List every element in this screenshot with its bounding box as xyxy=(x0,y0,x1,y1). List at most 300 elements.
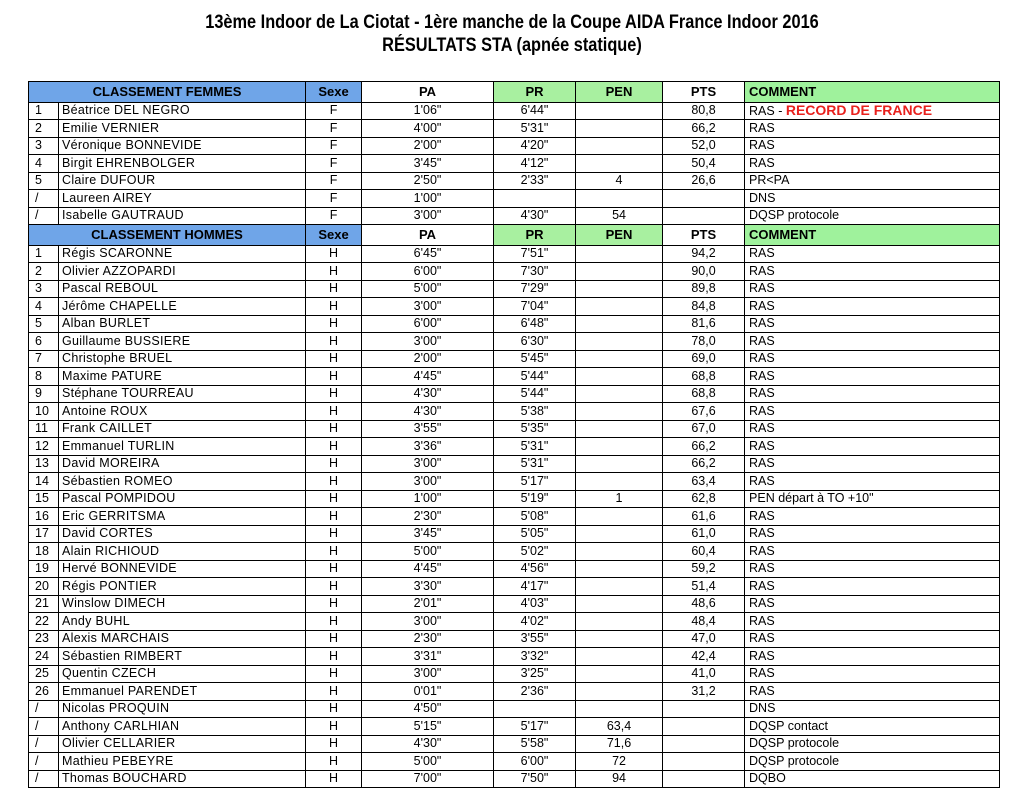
comment-text: DQSP contact xyxy=(749,718,828,733)
pa-cell: 4'30" xyxy=(362,403,494,421)
results-table xyxy=(28,81,1000,788)
pa-cell: 4'45" xyxy=(362,368,494,386)
table-row xyxy=(29,368,1000,386)
record-highlight: RECORD DE FRANCE xyxy=(785,102,933,118)
pen-cell xyxy=(576,263,663,281)
comment-cell xyxy=(745,350,1000,368)
comment-cell xyxy=(745,280,1000,298)
pen-cell: 1 xyxy=(576,490,663,508)
comment-text: RAS xyxy=(749,631,775,646)
comment-cell xyxy=(745,207,1000,225)
col-header-pa: PA xyxy=(362,82,494,103)
pts-cell: 47,0 xyxy=(663,630,745,648)
pts-cell: 90,0 xyxy=(663,263,745,281)
rank-cell: 20 xyxy=(29,578,59,596)
athlete-name: Winslow DIMECH xyxy=(59,595,306,613)
rank-cell: 2 xyxy=(29,263,59,281)
pr-cell: 5'44" xyxy=(494,385,576,403)
pr-cell: 4'20" xyxy=(494,137,576,155)
pts-cell: 61,0 xyxy=(663,525,745,543)
athlete-name: Jérôme CHAPELLE xyxy=(59,298,306,316)
rank-cell: 16 xyxy=(29,508,59,526)
pa-cell: 4'45" xyxy=(362,560,494,578)
sexe-cell: H xyxy=(306,665,362,683)
rank-cell: / xyxy=(29,753,59,771)
comment-cell xyxy=(745,438,1000,456)
col-header-pts: PTS xyxy=(663,225,745,246)
rank-cell: 2 xyxy=(29,120,59,138)
comment-cell xyxy=(745,298,1000,316)
athlete-name: Emmanuel TURLIN xyxy=(59,438,306,456)
pts-cell: 59,2 xyxy=(663,560,745,578)
pts-cell: 60,4 xyxy=(663,543,745,561)
comment-text: RAS xyxy=(749,578,775,593)
pr-cell: 5'31" xyxy=(494,438,576,456)
rank-cell: 14 xyxy=(29,473,59,491)
pen-cell xyxy=(576,543,663,561)
pa-cell: 2'01" xyxy=(362,595,494,613)
table-row xyxy=(29,665,1000,683)
pr-cell: 4'12" xyxy=(494,155,576,173)
pts-cell xyxy=(663,735,745,753)
pa-cell: 3'36" xyxy=(362,438,494,456)
comment-cell xyxy=(745,333,1000,351)
comment-cell xyxy=(745,172,1000,190)
pa-cell: 3'00" xyxy=(362,455,494,473)
rank-cell: 8 xyxy=(29,368,59,386)
pa-cell: 7'00" xyxy=(362,770,494,788)
rank-cell: / xyxy=(29,190,59,208)
pr-cell: 5'31" xyxy=(494,455,576,473)
sexe-cell: F xyxy=(306,137,362,155)
pr-cell: 3'32" xyxy=(494,648,576,666)
pr-cell: 6'30" xyxy=(494,333,576,351)
pen-cell xyxy=(576,350,663,368)
pts-cell: 84,8 xyxy=(663,298,745,316)
athlete-name: Hervé BONNEVIDE xyxy=(59,560,306,578)
pen-cell xyxy=(576,578,663,596)
table-row xyxy=(29,683,1000,701)
table-row xyxy=(29,403,1000,421)
athlete-name: David CORTES xyxy=(59,525,306,543)
comment-cell xyxy=(745,543,1000,561)
pa-cell: 6'45" xyxy=(362,245,494,263)
athlete-name: Christophe BRUEL xyxy=(59,350,306,368)
rank-cell: 4 xyxy=(29,298,59,316)
sexe-cell: H xyxy=(306,403,362,421)
athlete-name: Pascal POMPIDOU xyxy=(59,490,306,508)
pa-cell: 1'00" xyxy=(362,490,494,508)
rank-cell: 12 xyxy=(29,438,59,456)
table-row xyxy=(29,578,1000,596)
col-header-comment: COMMENT xyxy=(745,225,1000,246)
sexe-cell: H xyxy=(306,700,362,718)
sexe-cell: H xyxy=(306,613,362,631)
pen-cell xyxy=(576,298,663,316)
pa-cell: 3'30" xyxy=(362,578,494,596)
athlete-name: Alexis MARCHAIS xyxy=(59,630,306,648)
sexe-cell: H xyxy=(306,263,362,281)
rank-cell: 26 xyxy=(29,683,59,701)
table-row xyxy=(29,543,1000,561)
pen-cell xyxy=(576,420,663,438)
comment-text: DNS xyxy=(749,701,776,716)
sexe-cell: H xyxy=(306,508,362,526)
rank-cell: 3 xyxy=(29,280,59,298)
pen-cell xyxy=(576,508,663,526)
rank-cell: 24 xyxy=(29,648,59,666)
pts-cell: 62,8 xyxy=(663,490,745,508)
pr-cell: 3'25" xyxy=(494,665,576,683)
pts-cell: 78,0 xyxy=(663,333,745,351)
pen-cell xyxy=(576,683,663,701)
pts-cell xyxy=(663,207,745,225)
pts-cell: 67,6 xyxy=(663,403,745,421)
athlete-name: Andy BUHL xyxy=(59,613,306,631)
rank-cell: 11 xyxy=(29,420,59,438)
pen-cell xyxy=(576,102,663,120)
pts-cell: 66,2 xyxy=(663,455,745,473)
athlete-name: Laureen AIREY xyxy=(59,190,306,208)
comment-cell xyxy=(745,560,1000,578)
col-header-pen: PEN xyxy=(576,82,663,103)
pts-cell: 67,0 xyxy=(663,420,745,438)
sexe-cell: F xyxy=(306,207,362,225)
comment-cell xyxy=(745,137,1000,155)
comment-text: PEN départ à TO +10" xyxy=(749,491,874,506)
rank-cell: / xyxy=(29,700,59,718)
sexe-cell: H xyxy=(306,315,362,333)
rank-cell: 3 xyxy=(29,137,59,155)
athlete-name: Sébastien RIMBERT xyxy=(59,648,306,666)
athlete-name: Isabelle GAUTRAUD xyxy=(59,207,306,225)
athlete-name: Stéphane TOURREAU xyxy=(59,385,306,403)
table-row xyxy=(29,333,1000,351)
comment-text: RAS xyxy=(749,368,775,383)
pen-cell xyxy=(576,473,663,491)
sexe-cell: H xyxy=(306,438,362,456)
rank-cell: / xyxy=(29,718,59,736)
pa-cell: 3'45" xyxy=(362,525,494,543)
pa-cell: 4'30" xyxy=(362,385,494,403)
pr-cell: 2'33" xyxy=(494,172,576,190)
pr-cell: 4'56" xyxy=(494,560,576,578)
rank-cell: 7 xyxy=(29,350,59,368)
pen-cell: 4 xyxy=(576,172,663,190)
comment-text: RAS xyxy=(749,263,775,278)
pr-cell: 6'44" xyxy=(494,102,576,120)
comment-cell xyxy=(745,648,1000,666)
table-row xyxy=(29,648,1000,666)
athlete-name: Birgit EHRENBOLGER xyxy=(59,155,306,173)
pa-cell: 2'50" xyxy=(362,172,494,190)
pen-cell xyxy=(576,630,663,648)
pr-cell: 3'55" xyxy=(494,630,576,648)
pts-cell: 69,0 xyxy=(663,350,745,368)
comment-cell xyxy=(745,525,1000,543)
comment-text: RAS xyxy=(749,421,775,436)
pts-cell: 31,2 xyxy=(663,683,745,701)
rank-cell: 5 xyxy=(29,172,59,190)
comment-text: RAS xyxy=(749,683,775,698)
sexe-cell: H xyxy=(306,525,362,543)
table-row xyxy=(29,630,1000,648)
athlete-name: Olivier AZZOPARDI xyxy=(59,263,306,281)
table-row xyxy=(29,298,1000,316)
col-header-pa: PA xyxy=(362,225,494,246)
pts-cell xyxy=(663,770,745,788)
pa-cell: 2'00" xyxy=(362,350,494,368)
page-title: 13ème Indoor de La Ciotat - 1ère manche de la Coupe AIDA France Indoor 2016 xyxy=(205,12,819,33)
pts-cell: 66,2 xyxy=(663,438,745,456)
sexe-cell: H xyxy=(306,718,362,736)
comment-cell xyxy=(745,455,1000,473)
pr-cell: 5'05" xyxy=(494,525,576,543)
pen-cell xyxy=(576,137,663,155)
comment-text: DNS xyxy=(749,190,776,205)
sexe-cell: H xyxy=(306,490,362,508)
pr-cell: 2'36" xyxy=(494,683,576,701)
table-row xyxy=(29,102,1000,120)
table-row xyxy=(29,120,1000,138)
table-row xyxy=(29,137,1000,155)
comment-text: RAS xyxy=(749,316,775,331)
pa-cell: 3'00" xyxy=(362,333,494,351)
pa-cell: 3'00" xyxy=(362,613,494,631)
comment-cell xyxy=(745,473,1000,491)
pr-cell: 5'45" xyxy=(494,350,576,368)
table-row xyxy=(29,438,1000,456)
pa-cell: 5'00" xyxy=(362,543,494,561)
table-row xyxy=(29,155,1000,173)
sexe-cell: H xyxy=(306,298,362,316)
pen-cell xyxy=(576,665,663,683)
pa-cell: 5'00" xyxy=(362,753,494,771)
rank-cell: 4 xyxy=(29,155,59,173)
comment-text: DQBO xyxy=(749,771,786,786)
athlete-name: Pascal REBOUL xyxy=(59,280,306,298)
pts-cell xyxy=(663,700,745,718)
pr-cell: 6'00" xyxy=(494,753,576,771)
sexe-cell: H xyxy=(306,385,362,403)
athlete-name: Emmanuel PARENDET xyxy=(59,683,306,701)
athlete-name: Véronique BONNEVIDE xyxy=(59,137,306,155)
comment-text: RAS xyxy=(749,351,775,366)
table-row xyxy=(29,190,1000,208)
pts-cell: 94,2 xyxy=(663,245,745,263)
pts-cell xyxy=(663,190,745,208)
table-row xyxy=(29,735,1000,753)
pr-cell: 5'44" xyxy=(494,368,576,386)
comment-cell xyxy=(745,753,1000,771)
athlete-name: Frank CAILLET xyxy=(59,420,306,438)
pts-cell xyxy=(663,753,745,771)
pen-cell xyxy=(576,155,663,173)
sexe-cell: F xyxy=(306,172,362,190)
athlete-name: Anthony CARLHIAN xyxy=(59,718,306,736)
rank-cell: 25 xyxy=(29,665,59,683)
comment-cell xyxy=(745,102,1000,120)
rank-cell: 5 xyxy=(29,315,59,333)
athlete-name: Thomas BOUCHARD xyxy=(59,770,306,788)
sexe-cell: H xyxy=(306,543,362,561)
athlete-name: Olivier CELLARIER xyxy=(59,735,306,753)
table-row xyxy=(29,350,1000,368)
pen-cell: 54 xyxy=(576,207,663,225)
rank-cell: 15 xyxy=(29,490,59,508)
pa-cell: 5'00" xyxy=(362,280,494,298)
athlete-name: Mathieu PEBEYRE xyxy=(59,753,306,771)
pr-cell: 7'30" xyxy=(494,263,576,281)
comment-text: RAS xyxy=(749,596,775,611)
table-row xyxy=(29,560,1000,578)
table-row xyxy=(29,315,1000,333)
sexe-cell: H xyxy=(306,420,362,438)
pen-cell: 71,6 xyxy=(576,735,663,753)
pen-cell xyxy=(576,403,663,421)
comment-text: RAS xyxy=(749,281,775,296)
comment-cell xyxy=(745,665,1000,683)
comment-text: PR<PA xyxy=(749,173,790,188)
pr-cell: 7'29" xyxy=(494,280,576,298)
comment-text: RAS xyxy=(749,613,775,628)
comment-text: RAS xyxy=(749,508,775,523)
athlete-name: Emilie VERNIER xyxy=(59,120,306,138)
men-header-row xyxy=(29,225,1000,246)
comment-cell xyxy=(745,490,1000,508)
col-header-pen: PEN xyxy=(576,225,663,246)
pr-cell: 5'35" xyxy=(494,420,576,438)
pr-cell: 5'38" xyxy=(494,403,576,421)
comment-cell xyxy=(745,120,1000,138)
comment-cell xyxy=(745,315,1000,333)
rank-cell: 13 xyxy=(29,455,59,473)
comment-cell xyxy=(745,368,1000,386)
pen-cell xyxy=(576,120,663,138)
pen-cell xyxy=(576,613,663,631)
pen-cell xyxy=(576,333,663,351)
pa-cell: 3'45" xyxy=(362,155,494,173)
pr-cell xyxy=(494,700,576,718)
pen-cell xyxy=(576,438,663,456)
comment-text: RAS xyxy=(749,333,775,348)
rank-cell: / xyxy=(29,770,59,788)
pen-cell xyxy=(576,560,663,578)
pa-cell: 3'31" xyxy=(362,648,494,666)
comment-cell xyxy=(745,735,1000,753)
sexe-cell: F xyxy=(306,190,362,208)
table-row xyxy=(29,263,1000,281)
pen-cell: 63,4 xyxy=(576,718,663,736)
athlete-name: Régis PONTIER xyxy=(59,578,306,596)
col-header-sexe: Sexe xyxy=(306,82,362,103)
pts-cell: 41,0 xyxy=(663,665,745,683)
pr-cell: 7'51" xyxy=(494,245,576,263)
comment-cell xyxy=(745,595,1000,613)
comment-cell xyxy=(745,683,1000,701)
pa-cell: 4'00" xyxy=(362,120,494,138)
rank-cell: 23 xyxy=(29,630,59,648)
sexe-cell: H xyxy=(306,578,362,596)
sexe-cell: H xyxy=(306,368,362,386)
table-row xyxy=(29,613,1000,631)
comment-cell xyxy=(745,155,1000,173)
comment-text: RAS xyxy=(749,526,775,541)
pen-cell xyxy=(576,700,663,718)
pa-cell: 2'30" xyxy=(362,508,494,526)
sexe-cell: H xyxy=(306,648,362,666)
comment-text: DQSP protocole xyxy=(749,208,840,223)
pts-cell: 80,8 xyxy=(663,102,745,120)
comment-cell xyxy=(745,420,1000,438)
pen-cell xyxy=(576,648,663,666)
pr-cell: 7'50" xyxy=(494,770,576,788)
comment-text: RAS xyxy=(749,648,775,663)
pen-cell: 72 xyxy=(576,753,663,771)
pr-cell: 5'58" xyxy=(494,735,576,753)
comment-cell xyxy=(745,613,1000,631)
table-row xyxy=(29,700,1000,718)
pa-cell: 6'00" xyxy=(362,263,494,281)
pts-cell: 50,4 xyxy=(663,155,745,173)
pts-cell: 42,4 xyxy=(663,648,745,666)
pts-cell: 26,6 xyxy=(663,172,745,190)
pr-cell: 7'04" xyxy=(494,298,576,316)
rank-cell: 10 xyxy=(29,403,59,421)
pts-cell: 52,0 xyxy=(663,137,745,155)
athlete-name: Nicolas PROQUIN xyxy=(59,700,306,718)
pa-cell: 0'01" xyxy=(362,683,494,701)
table-row xyxy=(29,207,1000,225)
pa-cell: 1'06" xyxy=(362,102,494,120)
comment-text: DQSP protocole xyxy=(749,753,840,768)
rank-cell: 18 xyxy=(29,543,59,561)
comment-text: RAS xyxy=(749,666,775,681)
comment-text: RAS xyxy=(749,155,775,170)
pr-cell: 5'31" xyxy=(494,120,576,138)
pen-cell xyxy=(576,245,663,263)
athlete-name: Béatrice DEL NEGRO xyxy=(59,102,306,120)
pts-cell: 89,8 xyxy=(663,280,745,298)
comment-text: RAS xyxy=(749,386,775,401)
rank-cell: 1 xyxy=(29,102,59,120)
sexe-cell: H xyxy=(306,245,362,263)
table-row xyxy=(29,508,1000,526)
rank-cell: / xyxy=(29,735,59,753)
pa-cell: 1'00" xyxy=(362,190,494,208)
table-row xyxy=(29,525,1000,543)
athlete-name: Eric GERRITSMA xyxy=(59,508,306,526)
pr-cell: 5'19" xyxy=(494,490,576,508)
table-row xyxy=(29,473,1000,491)
athlete-name: Guillaume BUSSIERE xyxy=(59,333,306,351)
pr-cell xyxy=(494,190,576,208)
comment-text: RAS xyxy=(749,561,775,576)
athlete-name: Sébastien ROMEO xyxy=(59,473,306,491)
pr-cell: 5'08" xyxy=(494,508,576,526)
comment-cell xyxy=(745,245,1000,263)
pen-cell: 94 xyxy=(576,770,663,788)
pts-cell xyxy=(663,718,745,736)
comment-text: RAS xyxy=(749,456,775,471)
athlete-name: Régis SCARONNE xyxy=(59,245,306,263)
comment-text: RAS xyxy=(749,473,775,488)
table-row xyxy=(29,245,1000,263)
sexe-cell: H xyxy=(306,455,362,473)
pen-cell xyxy=(576,280,663,298)
comment-cell xyxy=(745,508,1000,526)
pts-cell: 66,2 xyxy=(663,120,745,138)
